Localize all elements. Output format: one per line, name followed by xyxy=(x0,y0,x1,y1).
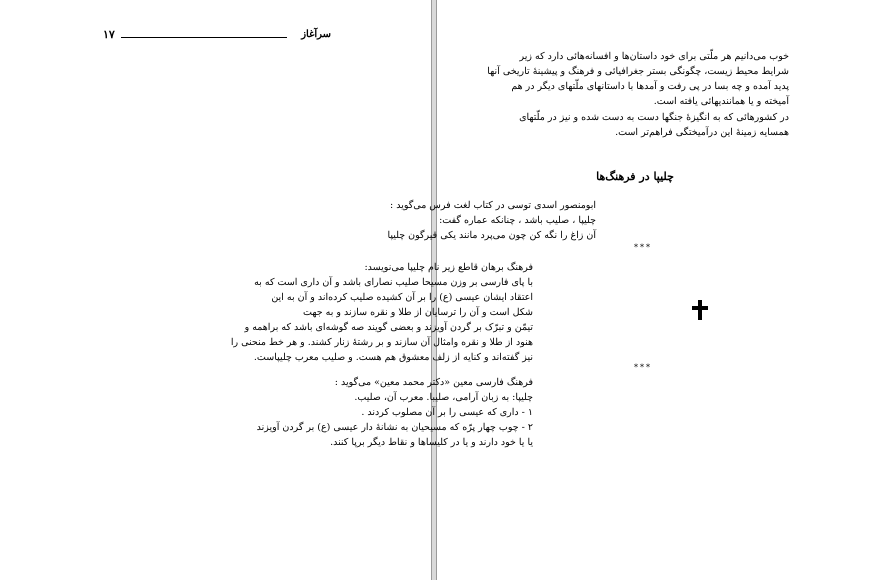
text-line: تیمّن و تبرّک بر گردن آویزند و بعضی گویند صه گوشه‌ای باشد که براهمه و xyxy=(244,322,533,333)
section-borhan xyxy=(143,260,533,365)
text-line: چلیپا ، صلیب باشد ، چنانکه عماره گفت: xyxy=(439,215,596,226)
left-paragraph-2 xyxy=(499,110,789,140)
text-line: چلیپا: به زبان آرامی، صلیبا. معرب آن، صلیب. xyxy=(354,392,533,403)
text-line: در کشورهائی که به انگیزهٔ جنگها دست به دست شده و نیز در ملّتهای xyxy=(519,112,789,123)
text-line: با پای فارسی بر وزن مسیحا صلیب نصارای باشد و آن داری است که به xyxy=(254,277,533,288)
poem-line: آن زاغ را نگه کن چون می‌پرد مانند یکی قیرگون چلیپا xyxy=(387,230,596,241)
text-line: شکل است و آن را ترسایان از طلا و نقره سازند و به جهت xyxy=(303,307,533,318)
text-line: آمیخته و یا همانندیهائی یافته است. xyxy=(653,96,789,107)
text-line: اعتقاد ایشان عیسی (ع) را بر آن کشیده صلیب کرده‌اند و آن به این xyxy=(271,292,533,303)
running-header xyxy=(103,29,331,45)
text-line: هنود از طلا و نقره وامثال آن سازند و بر رشتهٔ زنار کشند. و هر خط منحنی را xyxy=(230,337,533,348)
text-line: پدید آمده و چه بسا در پی رفت و آمدها با داستانهای ملّتهای دیگر در هم xyxy=(511,81,789,92)
section-asadi xyxy=(256,198,596,243)
text-line: نیز گفته‌اند و کنایه از زلف معشوق هم هست. و صلیب معرب چلیپاست. xyxy=(253,352,533,363)
text-line: شرایط محیط زیست، چگونگی بستر جغرافیائی و فرهنگ و پیشینهٔ تاریخی آنها xyxy=(487,66,789,77)
separator-stars: *** xyxy=(634,243,652,252)
text-line: ابومنصور اسدی توسی در کتاب لغت فرس می‌گوید : xyxy=(390,200,596,211)
text-line: یا یا خود دارند و یا در کلیساها و نقاط دیگر برپا کنند. xyxy=(330,437,533,448)
text-line: ۲ - چوب چهار پرّه که مسیحیان به نشانهٔ دار عیسی (ع) بر گردن آویزند xyxy=(256,422,533,433)
section-moein xyxy=(143,375,533,450)
header-title: سرآغاز xyxy=(301,29,331,40)
chapter-heading: چلیپا در فرهنگ‌ها xyxy=(596,170,674,183)
text-line: همسایه زمینهٔ این درآمیختگی فراهم‌تر است. xyxy=(615,127,789,138)
text-line: فرهنگ فارسی معین «دکتر محمد معین» می‌گوید : xyxy=(334,377,533,388)
separator-stars: *** xyxy=(634,363,652,372)
text-line: فرهنگ برهان قاطع زیر نام چلیپا می‌نویسد: xyxy=(364,262,533,273)
header-rule xyxy=(121,37,287,38)
text-line: ۱ - داری که عیسی را بر آن مصلوب کردند . xyxy=(361,407,533,418)
page-number: ۱۷ xyxy=(103,28,115,41)
cross-icon xyxy=(692,300,708,320)
text-line: خوب می‌دانیم هر ملّتی برای خود داستان‌ها و افسانه‌هائی دارد که زیر xyxy=(519,51,789,62)
left-paragraph-1 xyxy=(487,49,789,109)
